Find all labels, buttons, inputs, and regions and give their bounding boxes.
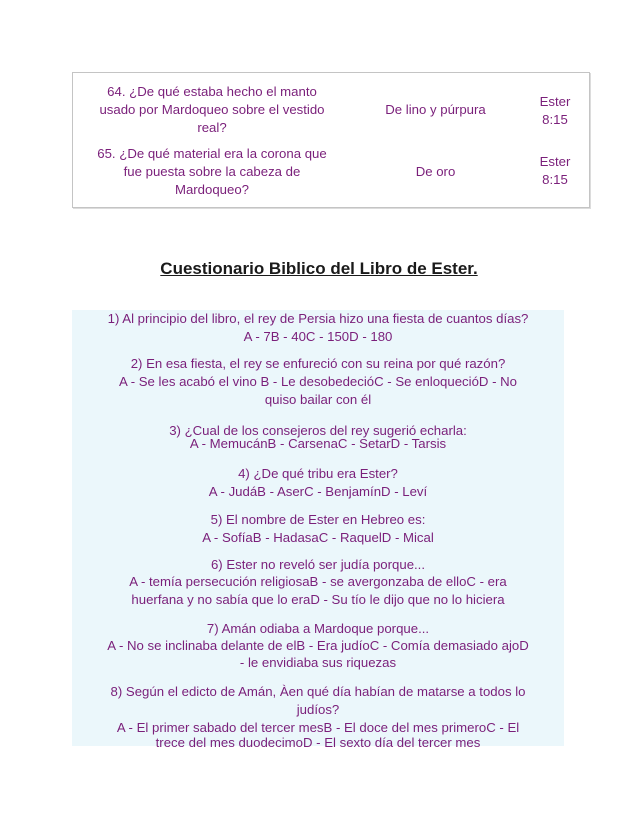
quiz-options-8: A - El primer sabado del tercer mesB - El doce del mes primeroC - El bbox=[116, 720, 520, 735]
reference-64 bbox=[523, 93, 587, 129]
quiz-options-3: A - MemucánB - CarsenaC - SetarD - Tarsis bbox=[189, 436, 447, 451]
quiz-options-8-cont: trece del mes duodecimoD - El sexto día del tercer mes bbox=[155, 735, 481, 750]
quiz-question-8: 8) Según el edicto de Amán, Àen qué día habían de matarse a todos lo bbox=[110, 684, 526, 699]
question-64 bbox=[81, 83, 343, 137]
question-line: usado por Mardoqueo sobre el vestido bbox=[99, 102, 325, 117]
question-line: 65. ¿De qué material era la corona que bbox=[97, 146, 327, 161]
quiz-question-4: 4) ¿De qué tribu era Ester? bbox=[238, 466, 398, 481]
quiz-question-6: 6) Ester no reveló ser judía porque... bbox=[210, 557, 426, 572]
quiz-question-8-cont: judíos? bbox=[296, 702, 340, 717]
question-line: Mardoqueo? bbox=[174, 182, 250, 197]
answer-64: De lino y púrpura bbox=[385, 102, 486, 117]
quiz-options-6: A - temía persecución religiosaB - se avergonzaba de elloC - era bbox=[129, 574, 507, 589]
answers-table bbox=[72, 72, 590, 208]
answer-65: De oro bbox=[415, 164, 456, 179]
quiz-question-2: 2) En esa fiesta, el rey se enfureció con su reina por qué razón? bbox=[130, 356, 506, 371]
page-title: Cuestionario Biblico del Libro de Ester. bbox=[160, 259, 478, 278]
quiz-panel bbox=[72, 310, 564, 750]
quiz-options-6-cont: huerfana y no sabía que lo eraD - Su tío le dijo que no lo hiciera bbox=[131, 592, 505, 607]
question-line: 64. ¿De qué estaba hecho el manto bbox=[107, 84, 317, 99]
quiz-options-7-cont: - le envidiaba sus riquezas bbox=[239, 655, 397, 670]
reference-line: 8:15 bbox=[542, 112, 568, 127]
reference-line: Ester bbox=[539, 154, 571, 169]
quiz-options-5: A - SofíaB - HadasaC - RaquelD - Mical bbox=[202, 530, 434, 545]
question-line: fue puesta sobre la cabeza de bbox=[123, 164, 301, 179]
quiz-options-2-cont: quiso bailar con él bbox=[264, 392, 372, 407]
quiz-question-7: 7) Amán odiaba a Mardoque porque... bbox=[206, 621, 430, 636]
quiz-options-7: A - No se inclinaba delante de elB - Era judíoC - Comía demasiado ajoD bbox=[107, 638, 529, 653]
quiz-question-3: 3) ¿Cual de los consejeros del rey sugerió echarla: bbox=[169, 423, 467, 438]
quiz-options-2: A - Se les acabó el vino B - Le desobedecióC - Se enloquecióD - No bbox=[118, 374, 518, 389]
reference-65 bbox=[523, 153, 587, 189]
reference-line: 8:15 bbox=[542, 172, 568, 187]
question-65 bbox=[81, 145, 343, 199]
quiz-options-4: A - JudáB - AserC - BenjamínD - Leví bbox=[208, 484, 428, 499]
quiz-options-1: A - 7B - 40C - 150D - 180 bbox=[243, 329, 393, 344]
quiz-question-5: 5) El nombre de Ester en Hebreo es: bbox=[210, 512, 426, 527]
reference-line: Ester bbox=[539, 94, 571, 109]
question-line: real? bbox=[197, 120, 227, 135]
quiz-question-1: 1) Al principio del libro, el rey de Persia hizo una fiesta de cuantos días? bbox=[107, 311, 529, 326]
